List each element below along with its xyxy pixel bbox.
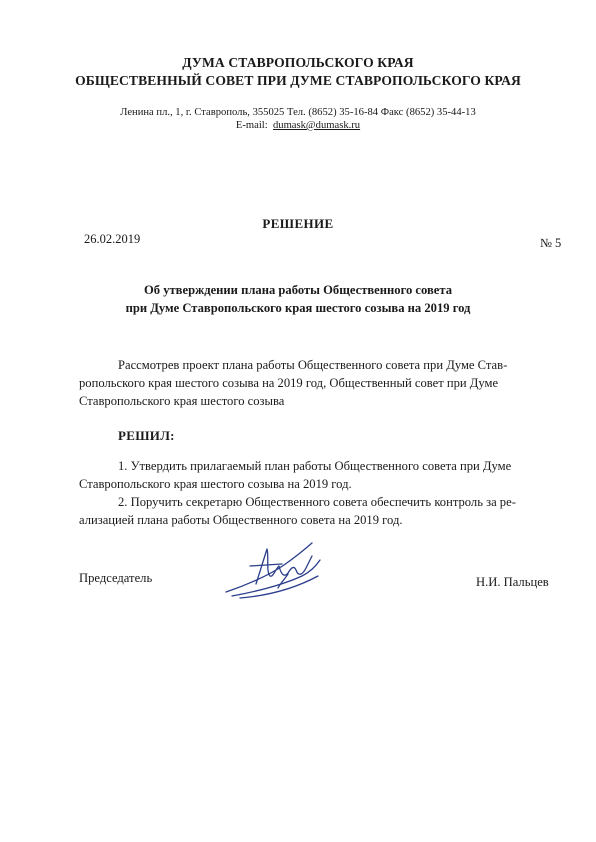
contact-address: Ленина пл., 1, г. Ставрополь, 355025 Тел. (8652) 35-16-84 Факс (8652) 35-44-13: [120, 107, 476, 118]
document-date: 26.02.2019: [84, 232, 141, 246]
resolved-heading: РЕШИЛ:: [118, 428, 175, 443]
contact-email-line: [0, 120, 596, 131]
document-number: № 5: [540, 236, 562, 250]
preamble-line: Ставропольского края шестого созыва: [79, 394, 285, 408]
document-title-line-1: Об утверждении плана работы Общественного совета: [143, 283, 453, 297]
preamble-line: Рассмотрев проект плана работы Общественного совета при Думе Став-: [118, 358, 508, 372]
document-type: РЕШЕНИЕ: [262, 216, 334, 231]
email-link[interactable]: dumask@dumask.ru: [272, 120, 361, 131]
org-name-duma: ДУМА СТАВРОПОЛЬСКОГО КРАЯ: [182, 55, 414, 70]
resolution-item-1-line: Ставропольского края шестого созыва на 2019 год.: [79, 477, 352, 491]
handwritten-signature: [222, 540, 332, 600]
preamble-line: ропольского края шестого созыва на 2019 год, Общественный совет при Думе: [79, 376, 499, 390]
signatory-name: Н.И. Пальцев: [476, 575, 549, 589]
resolution-item-2-line: 2. Поручить секретарю Общественного совета обеспечить контроль за ре-: [118, 495, 516, 509]
resolution-item-2-line: ализацией плана работы Общественного совета на 2019 год.: [79, 513, 403, 527]
resolution-item-1-line: 1. Утвердить прилагаемый план работы Общественного совета при Думе: [118, 459, 512, 473]
document-title-line-2: при Думе Ставропольского края шестого созыва на 2019 год: [125, 301, 471, 315]
signatory-role: Председатель: [79, 571, 153, 585]
org-name-council: ОБЩЕСТВЕННЫЙ СОВЕТ ПРИ ДУМЕ СТАВРОПОЛЬСКОГО КРАЯ: [75, 73, 521, 88]
email-label: E-mail:: [235, 120, 268, 131]
